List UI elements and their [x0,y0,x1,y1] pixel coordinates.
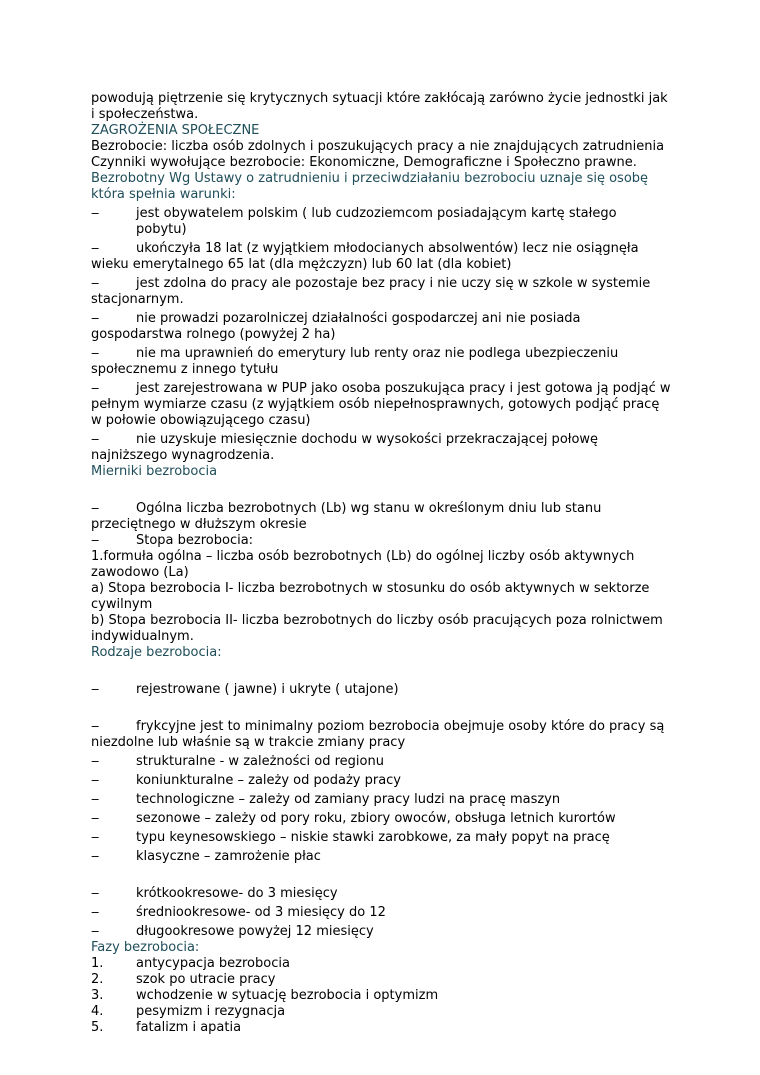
bullet-dash: ‒ [91,754,100,769]
bullet-dash: ‒ [91,905,100,920]
list-item: ‒ nie ma uprawnień do emerytury lub renty oraz nie podlega ubezpieczeniu społecznemu z innego tytułu [91,346,619,377]
list-number: 1. [91,956,104,971]
list-item: ‒ typu keynesowskiego – niskie stawki zarobkowe, za mały popyt na pracę [91,830,610,845]
list-item: ‒ krótkookresowe- do 3 miesięcy [91,886,338,901]
list-number: 5. [91,1020,104,1035]
bullet-dash: ‒ [91,276,100,291]
definition-bezrobocie: Bezrobocie: liczba osób zdolnych i poszukujących pracy a nie znajdujących zatrudnienia [91,139,665,154]
list-item: ‒ Ogólna liczba bezrobotnych (Lb) wg stanu w określonym dniu lub stanu przeciętnego w dłuższym okresie [91,501,602,532]
heading-zagrozenia: ZAGROŻENIA SPOŁECZNE [91,123,260,138]
bullet-dash: ‒ [91,206,100,221]
bullet-dash: ‒ [91,719,100,734]
bullet-dash: ‒ [91,381,100,396]
list-number: 4. [91,1004,104,1019]
bullet-dash: ‒ [91,792,100,807]
list-item: ‒ rejestrowane ( jawne) i ukryte ( utajone) [91,682,399,697]
stopa-b-paragraph: b) Stopa bezrobocia II- liczba bezrobotnych do liczby osób pracujących poza rolnictwem indywidualnym. [91,613,663,644]
list-item: ‒ technologiczne – zależy od zamiany pracy ludzi na pracę maszyn [91,792,561,807]
list-item: 5. fatalizm i apatia [91,1020,242,1035]
bullet-dash: ‒ [91,773,100,788]
stopa-a-paragraph: a) Stopa bezrobocia I- liczba bezrobotnych w stosunku do osób aktywnych w sektorze cywilnym [91,581,650,612]
fazy-list [91,956,671,1036]
list-item: ‒ jest obywatelem polskim ( lub cudzoziemcom posiadającym kartę stałego pobytu) [91,206,617,237]
bullet-dash: ‒ [91,682,100,697]
list-item: ‒ koniunkturalne – zależy od podaży pracy [91,773,402,788]
list-item: ‒ nie prowadzi pozarolniczej działalności gospodarczej ani nie posiada gospodarstwa rolnego (powyżej 2 ha) [91,311,581,342]
heading-bezrobotny: Bezrobotny Wg Ustawy o zatrudnieniu i przeciwdziałaniu bezrobociu uznaje się osobę która spełnia warunki: [91,171,649,202]
rodzaje-list-c [91,886,671,940]
list-item: 2. szok po utracie pracy [91,972,276,987]
list-item: ‒ średniookresowe- od 3 miesięcy do 12 [91,905,386,920]
list-item: ‒ nie uzyskuje miesięcznie dochodu w wysokości przekraczającej połowę najniższego wynagrodzenia. [91,432,599,463]
list-item: 1. antycypacja bezrobocia [91,956,290,971]
list-item: ‒ ukończyła 18 lat (z wyjątkiem młodocianych absolwentów) lecz nie osiągnęła wieku emerytalnego 65 lat (dla mężczyzn) lub 60 lat (dla kobiet) [91,241,639,272]
rodzaje-list-a [91,682,671,698]
bullet-dash: ‒ [91,311,100,326]
bullet-dash: ‒ [91,830,100,845]
bullet-dash: ‒ [91,533,100,548]
list-item: ‒ jest zarejestrowana w PUP jako osoba poszukująca pracy i jest gotowa ją podjąć w pełnym wymiarze czasu (z wyjątkiem osób niepełnosprawnych, gotowych podjąć pracę w połowie obowiązującego czasu) [91,381,671,428]
bullet-dash: ‒ [91,501,100,516]
document-page [91,91,671,1036]
list-item: ‒ Stopa bezrobocia: [91,533,254,548]
list-item: ‒ jest zdolna do pracy ale pozostaje bez pracy i nie uczy się w szkole w systemie stacjonarnym. [91,276,651,307]
rodzaje-list-b [91,719,671,865]
bullet-dash: ‒ [91,432,100,447]
list-item: ‒ strukturalne - w zależności od regionu [91,754,384,769]
bullet-dash: ‒ [91,346,100,361]
heading-rodzaje: Rodzaje bezrobocia: [91,645,222,660]
bullet-dash: ‒ [91,241,100,256]
intro-paragraph: powodują piętrzenie się krytycznych sytuacji które zakłócają zarówno życie jednostki jak i społeczeństwa. [91,91,668,122]
list-item: ‒ frykcyjne jest to minimalny poziom bezrobocia obejmuje osoby które do pracy są niezdolne lub właśnie są w trakcie zmiany pracy [91,719,665,750]
heading-mierniki: Mierniki bezrobocia [91,464,218,479]
warunki-list [91,206,671,464]
bullet-dash: ‒ [91,811,100,826]
bullet-dash: ‒ [91,886,100,901]
list-number: 3. [91,988,104,1003]
czynniki-paragraph: Czynniki wywołujące bezrobocie: Ekonomiczne, Demograficzne i Społeczno prawne. [91,155,637,170]
list-item: ‒ długookresowe powyżej 12 miesięcy [91,924,374,939]
bullet-dash: ‒ [91,924,100,939]
list-item: 4. pesymizm i rezygnacja [91,1004,286,1019]
list-item: 3. wchodzenie w sytuację bezrobocia i optymizm [91,988,439,1003]
list-item: ‒ sezonowe – zależy od pory roku, zbiory owoców, obsługa letnich kurortów [91,811,616,826]
formula-paragraph: 1.formuła ogólna – liczba osób bezrobotnych (Lb) do ogólnej liczby osób aktywnych zawodowo (La) [91,549,635,580]
bullet-dash: ‒ [91,849,100,864]
list-item: ‒ klasyczne – zamrożenie płac [91,849,321,864]
list-number: 2. [91,972,104,987]
mierniki-section [91,501,671,645]
heading-fazy: Fazy bezrobocia: [91,940,200,955]
